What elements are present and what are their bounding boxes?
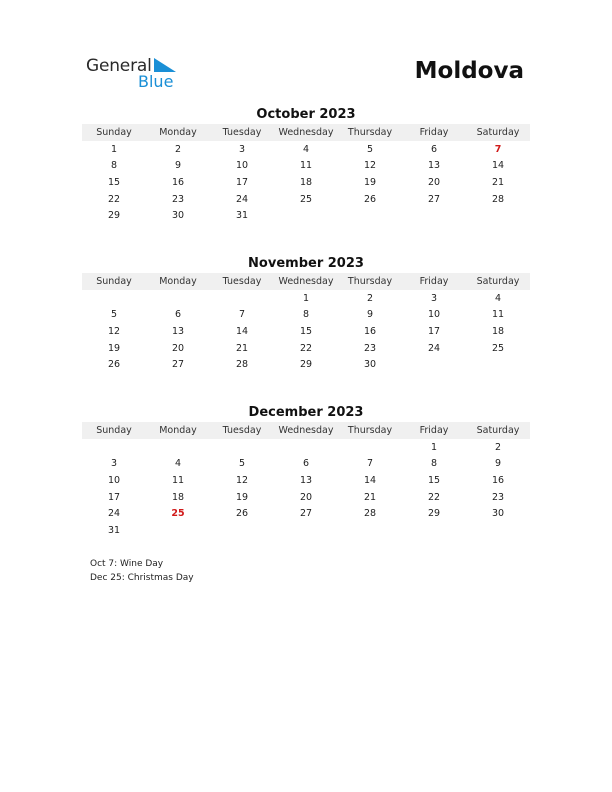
empty-day-cell xyxy=(210,290,274,307)
weekday-header: Tuesday xyxy=(210,273,274,290)
week-row xyxy=(82,141,530,158)
weekday-header: Wednesday xyxy=(274,273,338,290)
week-row xyxy=(82,340,530,357)
weekday-header-row xyxy=(82,422,530,439)
weekday-header: Monday xyxy=(146,273,210,290)
month-calendar-table xyxy=(82,273,530,373)
week-row xyxy=(82,290,530,307)
day-cell: 9 xyxy=(174,160,182,172)
week-row xyxy=(82,207,530,224)
day-cell: 4 xyxy=(494,292,502,304)
day-cell: 26 xyxy=(235,508,249,520)
week-row xyxy=(82,456,530,473)
empty-day-cell xyxy=(82,290,146,307)
day-cell: 29 xyxy=(427,508,441,520)
empty-day-cell xyxy=(210,439,274,456)
day-cell: 1 xyxy=(302,292,310,304)
week-row xyxy=(82,489,530,506)
day-cell: 31 xyxy=(107,524,121,536)
day-cell: 24 xyxy=(427,342,441,354)
day-cell: 30 xyxy=(363,359,377,371)
weekday-header: Tuesday xyxy=(210,124,274,141)
day-cell: 7 xyxy=(494,143,502,155)
day-cell: 7 xyxy=(366,458,374,470)
day-cell: 25 xyxy=(491,342,505,354)
day-cell: 29 xyxy=(107,210,121,222)
weekday-header: Friday xyxy=(402,422,466,439)
day-cell: 28 xyxy=(235,359,249,371)
empty-day-cell xyxy=(146,290,210,307)
weekday-header: Wednesday xyxy=(274,124,338,141)
weekday-header: Friday xyxy=(402,273,466,290)
day-cell: 6 xyxy=(430,143,438,155)
week-row xyxy=(82,158,530,175)
day-cell: 3 xyxy=(110,458,118,470)
day-cell: 19 xyxy=(235,491,249,503)
day-cell: 23 xyxy=(363,342,377,354)
day-cell: 21 xyxy=(363,491,377,503)
logo-triangle-icon xyxy=(154,58,176,72)
day-cell: 16 xyxy=(491,474,505,486)
empty-day-cell xyxy=(466,207,530,224)
day-cell: 12 xyxy=(235,474,249,486)
weekday-header: Sunday xyxy=(82,124,146,141)
week-row xyxy=(82,522,530,539)
day-cell: 25 xyxy=(171,508,185,520)
week-row xyxy=(82,472,530,489)
day-cell: 27 xyxy=(299,508,313,520)
day-cell: 9 xyxy=(494,458,502,470)
day-cell: 17 xyxy=(235,176,249,188)
day-cell: 1 xyxy=(110,143,118,155)
empty-day-cell xyxy=(402,522,466,539)
month-calendar-table xyxy=(82,422,530,539)
weekday-header-row xyxy=(82,273,530,290)
day-cell: 17 xyxy=(107,491,121,503)
day-cell: 2 xyxy=(366,292,374,304)
day-cell: 10 xyxy=(107,474,121,486)
empty-day-cell xyxy=(338,522,402,539)
empty-day-cell xyxy=(146,522,210,539)
day-cell: 15 xyxy=(107,176,121,188)
day-cell: 12 xyxy=(107,325,121,337)
day-cell: 29 xyxy=(299,359,313,371)
weekday-header: Wednesday xyxy=(274,422,338,439)
day-cell: 13 xyxy=(299,474,313,486)
day-cell: 22 xyxy=(427,491,441,503)
empty-day-cell xyxy=(210,522,274,539)
day-cell: 21 xyxy=(491,176,505,188)
day-cell: 19 xyxy=(107,342,121,354)
day-cell: 2 xyxy=(174,143,182,155)
day-cell: 24 xyxy=(107,508,121,520)
week-row xyxy=(82,174,530,191)
weekday-header: Thursday xyxy=(338,422,402,439)
day-cell: 20 xyxy=(299,491,313,503)
holiday-note: Dec 25: Christmas Day xyxy=(90,573,194,583)
day-cell: 13 xyxy=(171,325,185,337)
month-calendar-table xyxy=(82,124,530,224)
empty-day-cell xyxy=(274,522,338,539)
empty-day-cell xyxy=(338,439,402,456)
day-cell: 14 xyxy=(363,474,377,486)
week-row xyxy=(82,323,530,340)
empty-day-cell xyxy=(146,439,210,456)
day-cell: 18 xyxy=(299,176,313,188)
day-cell: 28 xyxy=(491,193,505,205)
day-cell: 6 xyxy=(302,458,310,470)
day-cell: 7 xyxy=(238,309,246,321)
week-row xyxy=(82,307,530,324)
weekday-header: Saturday xyxy=(466,124,530,141)
month-december xyxy=(82,404,530,539)
day-cell: 16 xyxy=(363,325,377,337)
week-row xyxy=(82,191,530,208)
day-cell: 8 xyxy=(430,458,438,470)
empty-day-cell xyxy=(402,207,466,224)
weekday-header: Saturday xyxy=(466,422,530,439)
country-title: Moldova xyxy=(414,58,524,84)
empty-day-cell xyxy=(274,439,338,456)
day-cell: 26 xyxy=(107,359,121,371)
day-cell: 21 xyxy=(235,342,249,354)
day-cell: 18 xyxy=(491,325,505,337)
month-title: October 2023 xyxy=(256,107,356,122)
day-cell: 27 xyxy=(427,193,441,205)
day-cell: 17 xyxy=(427,325,441,337)
day-cell: 12 xyxy=(363,160,377,172)
day-cell: 14 xyxy=(235,325,249,337)
day-cell: 5 xyxy=(110,309,118,321)
day-cell: 30 xyxy=(171,210,185,222)
day-cell: 4 xyxy=(174,458,182,470)
day-cell: 15 xyxy=(427,474,441,486)
empty-day-cell xyxy=(82,439,146,456)
empty-day-cell xyxy=(466,522,530,539)
day-cell: 5 xyxy=(366,143,374,155)
weekday-header: Sunday xyxy=(82,273,146,290)
day-cell: 16 xyxy=(171,176,185,188)
day-cell: 22 xyxy=(299,342,313,354)
weekday-header: Monday xyxy=(146,422,210,439)
week-row xyxy=(82,356,530,373)
empty-day-cell xyxy=(402,356,466,373)
day-cell: 19 xyxy=(363,176,377,188)
weekday-header-row xyxy=(82,124,530,141)
week-row xyxy=(82,439,530,456)
day-cell: 27 xyxy=(171,359,185,371)
day-cell: 23 xyxy=(171,193,185,205)
day-cell: 5 xyxy=(238,458,246,470)
holiday-notes xyxy=(90,557,194,585)
day-cell: 10 xyxy=(427,309,441,321)
day-cell: 23 xyxy=(491,491,505,503)
weekday-header: Monday xyxy=(146,124,210,141)
day-cell: 13 xyxy=(427,160,441,172)
day-cell: 3 xyxy=(430,292,438,304)
weekday-header: Sunday xyxy=(82,422,146,439)
month-title: November 2023 xyxy=(248,256,364,271)
weekday-header: Saturday xyxy=(466,273,530,290)
month-november xyxy=(82,255,530,373)
day-cell: 26 xyxy=(363,193,377,205)
day-cell: 10 xyxy=(235,160,249,172)
weekday-header: Thursday xyxy=(338,273,402,290)
day-cell: 31 xyxy=(235,210,249,222)
weekday-header: Friday xyxy=(402,124,466,141)
day-cell: 8 xyxy=(110,160,118,172)
day-cell: 11 xyxy=(299,160,313,172)
month-title: December 2023 xyxy=(248,405,364,420)
day-cell: 18 xyxy=(171,491,185,503)
day-cell: 2 xyxy=(494,441,502,453)
logo-general-text: General xyxy=(86,56,152,76)
day-cell: 22 xyxy=(107,193,121,205)
day-cell: 11 xyxy=(171,474,185,486)
day-cell: 28 xyxy=(363,508,377,520)
holiday-note: Oct 7: Wine Day xyxy=(90,559,164,569)
week-row xyxy=(82,505,530,522)
empty-day-cell xyxy=(466,356,530,373)
day-cell: 1 xyxy=(430,441,438,453)
day-cell: 8 xyxy=(302,309,310,321)
day-cell: 20 xyxy=(427,176,441,188)
day-cell: 11 xyxy=(491,309,505,321)
day-cell: 4 xyxy=(302,143,310,155)
day-cell: 14 xyxy=(491,160,505,172)
weekday-header: Thursday xyxy=(338,124,402,141)
day-cell: 30 xyxy=(491,508,505,520)
month-october xyxy=(82,106,530,224)
weekday-header: Tuesday xyxy=(210,422,274,439)
day-cell: 25 xyxy=(299,193,313,205)
day-cell: 3 xyxy=(238,143,246,155)
empty-day-cell xyxy=(274,207,338,224)
day-cell: 20 xyxy=(171,342,185,354)
empty-day-cell xyxy=(338,207,402,224)
day-cell: 24 xyxy=(235,193,249,205)
logo-blue-text: Blue xyxy=(138,72,174,91)
day-cell: 9 xyxy=(366,309,374,321)
day-cell: 15 xyxy=(299,325,313,337)
generalblue-logo xyxy=(86,56,186,92)
day-cell: 6 xyxy=(174,309,182,321)
